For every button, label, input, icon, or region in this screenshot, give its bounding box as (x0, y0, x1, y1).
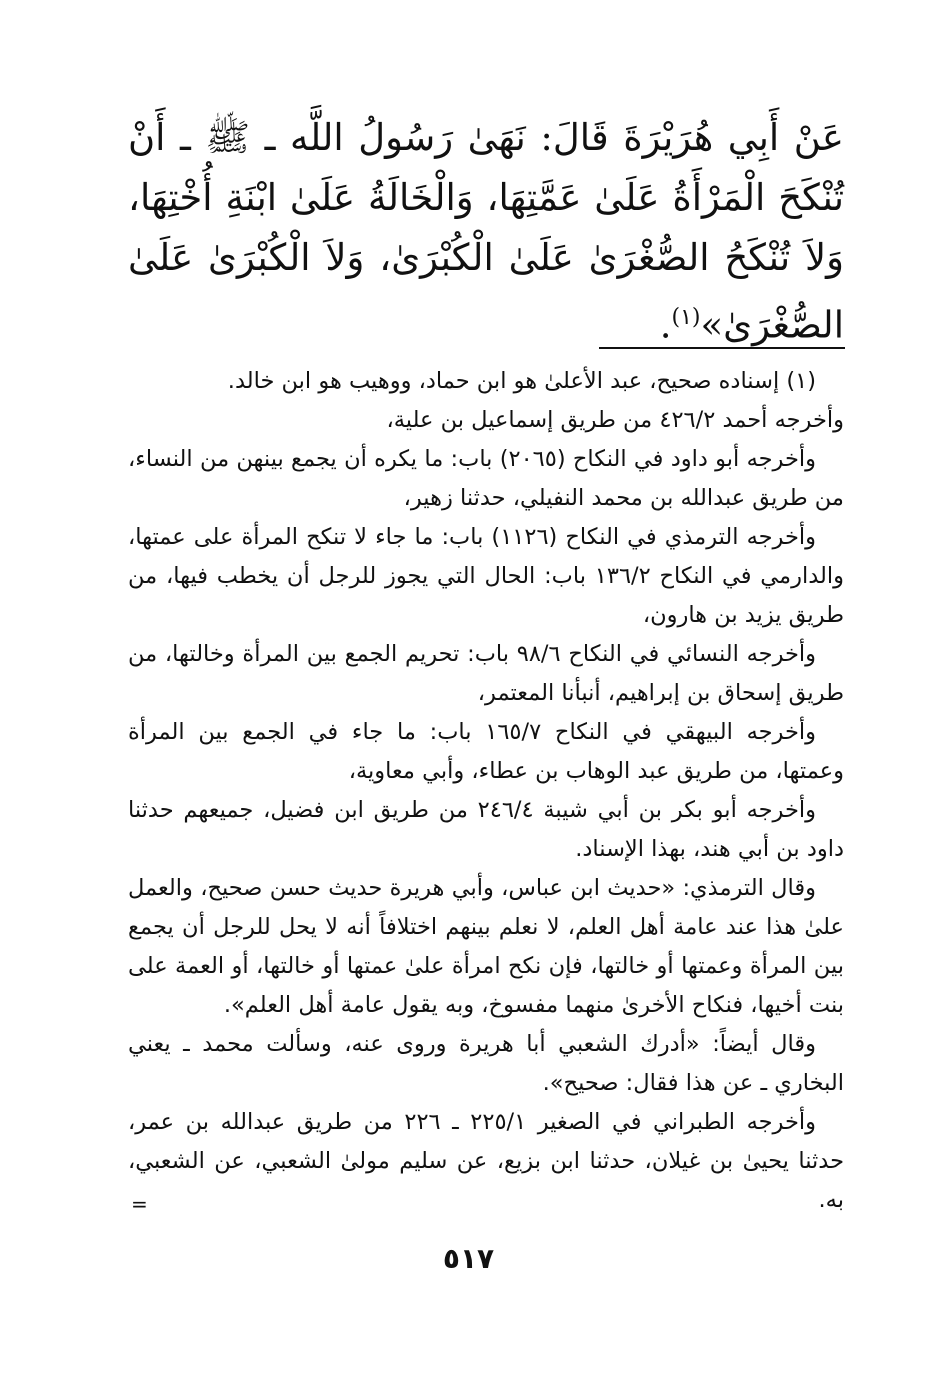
footnote-paragraph: وأخرجه أحمد ٤٢٦/٢ من طريق إسماعيل بن علية، (386, 407, 844, 433)
footnote-paragraph: وأخرجه النسائي في النكاح ٩٨/٦ باب: تحريم الجمع بين المرأة وخالتها، من طريق إسحاق بن إبراهيم، أنبأنا المعتمر، (128, 641, 844, 706)
footnote-reference: (١) (671, 305, 701, 330)
continuation-marker: = (131, 1192, 148, 1216)
footnote-paragraph: وأخرجه الترمذي في النكاح (١١٢٦) باب: ما جاء لا تنكح المرأة على عمتها، والدارمي في النكاح ١٣٦/٢ باب: الحال التي يجوز للرجل أن يخطب فيها، من طريق يزيد بن هارون، (128, 524, 845, 628)
footnote-paragraph: وقال أيضاً: «أدرك الشعبي أبا هريرة وروى عنه، وسألت محمد ـ يعني البخاري ـ عن هذا فقال: صحيح». (128, 1031, 844, 1096)
footnote-paragraph: وأخرجه أبو بكر بن أبي شيبة ٢٤٦/٤ من طريق ابن فضيل، جميعهم حدثنا داود بن أبي هند، بهذا الإسناد. (128, 797, 844, 862)
hadith-text-block (128, 108, 844, 355)
footnote-paragraph: وأخرجه البيهقي في النكاح ١٦٥/٧ باب: ما جاء في الجمع بين المرأة وعمتها، من طريق عبد الوهاب بن عطاء، وأبي معاوية، (128, 719, 844, 784)
hadith-text: عَنْ أَبِي هُرَيْرَةَ قَالَ: نَهَىٰ رَسُولُ اللَّه ـ ﷺ ـ أَنْ تُنْكَحَ الْمَرْأَةُ عَلَىٰ عَمَّتِهَا، وَالْخَالَةُ عَلَىٰ ابْنَةِ أُخْتِهَا، وَلاَ تُنْكَحُ الصُّغْرَىٰ عَلَىٰ الْكُبْرَىٰ، وَلاَ الْكُبْرَىٰ عَلَىٰ الصُّغْرَىٰ» (128, 116, 844, 347)
hadith-end-mark: . (659, 303, 672, 347)
footnote-paragraph: وأخرجه أبو داود في النكاح (٢٠٦٥) باب: ما يكره أن يجمع بينهن من النساء، من طريق عبدالله بن محمد النفيلي، حدثنا زهير، (128, 446, 844, 511)
footnote-paragraph: (١) إسناده صحيح، عبد الأعلىٰ هو ابن حماد، ووهيب هو ابن خالد. (227, 368, 816, 394)
footnotes-block (128, 362, 844, 1220)
footnote-separator (599, 347, 845, 349)
page-number: ٥١٧ (442, 1242, 495, 1275)
footnote-paragraph: وقال الترمذي: «حديث ابن عباس، وأبي هريرة حديث حسن صحيح، والعمل علىٰ هذا عند عامة أهل العلم، لا نعلم بينهم اختلافاً أنه لا يحل للرجل أن يجمع بين المرأة وعمتها أو خالتها، فإن نكح امرأة علىٰ عمتها أو خالتها، أو العمة على بنت أخيها، فنكاح الأخرىٰ منهما مفسوخ، وبه يقول عامة أهل العلم». (128, 875, 844, 1018)
footnote-paragraph: وأخرجه الطبراني في الصغير ٢٢٥/١ ـ ٢٢٦ من طريق عبدالله بن عمر، حدثنا يحيىٰ بن غيلان، حدثنا ابن بزيع، عن سليم مولىٰ الشعبي، عن الشعبي، به. (128, 1109, 844, 1213)
